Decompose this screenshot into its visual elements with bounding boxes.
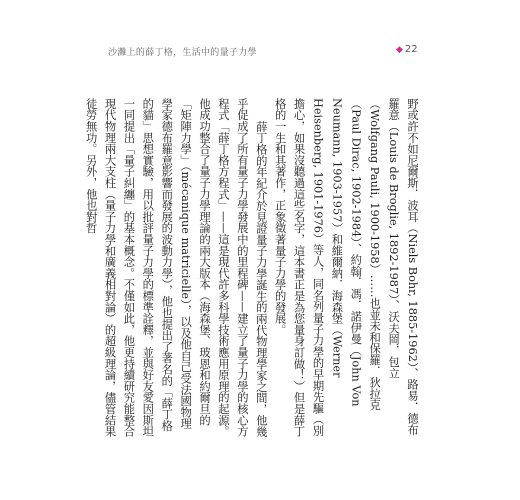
vertical-body-text [84, 98, 421, 438]
page-number [396, 44, 418, 55]
paragraph-2: 薛丁格的年紀介於見證量子力學誕生的兩代物理學家之間，他幾乎促成了所有量子力學發展中的里程碑——建立了量子力學的核心方程式「薛丁格方程式」——這是現代許多科學技術應用原理的起源。他成功整合了量子力學理論的兩大版本（海森堡、玻恩和約爾旦的「矩陣力學」（mécanique matricielle），以及他自己受法國物理學家德布羅意影響而發展的波動力學），他也提出了著名的「薛丁格的貓」思想實驗，用以批評量子力學的標準詮釋，並與好友愛因斯坦一同提出「量子糾纏」的基本概念。不僅如此，他更持續研究能整合現代物理兩大支柱（量子力學和廣義相對論）的超級理論，儘管結果徒勞無功。另外，他也對哲 [84, 98, 268, 437]
running-head-title: 沙灘上的薛丁格，生活中的量子力學 [108, 48, 257, 58]
paragraph-1: 野或許不如尼爾斯．波耳（Niels Bohr, 1885-1962）、路易．德布羅意（Louis de Broglie, 1892-1987）、沃夫岡．包立（Wolfgang Pauli, 1900-1958）……也並未和保羅．狄拉克（Paul Dirac, 1902-1984）、約翰．馮．諾伊曼（John Von Neumann, 1903-1957）和維爾納．海森堡（Werner Heisenberg, 1901-1976）等人，同名列量子力學的早期先驅（別擔心，如果沒聽過這些名字，這本書正是為您量身訂做！）但是薛丁格的一生和其著作，正象徵著量子力學的發展。 [273, 98, 419, 437]
page-number-value: 22 [404, 44, 418, 55]
diamond-bullet-icon: ◆ [396, 45, 403, 55]
